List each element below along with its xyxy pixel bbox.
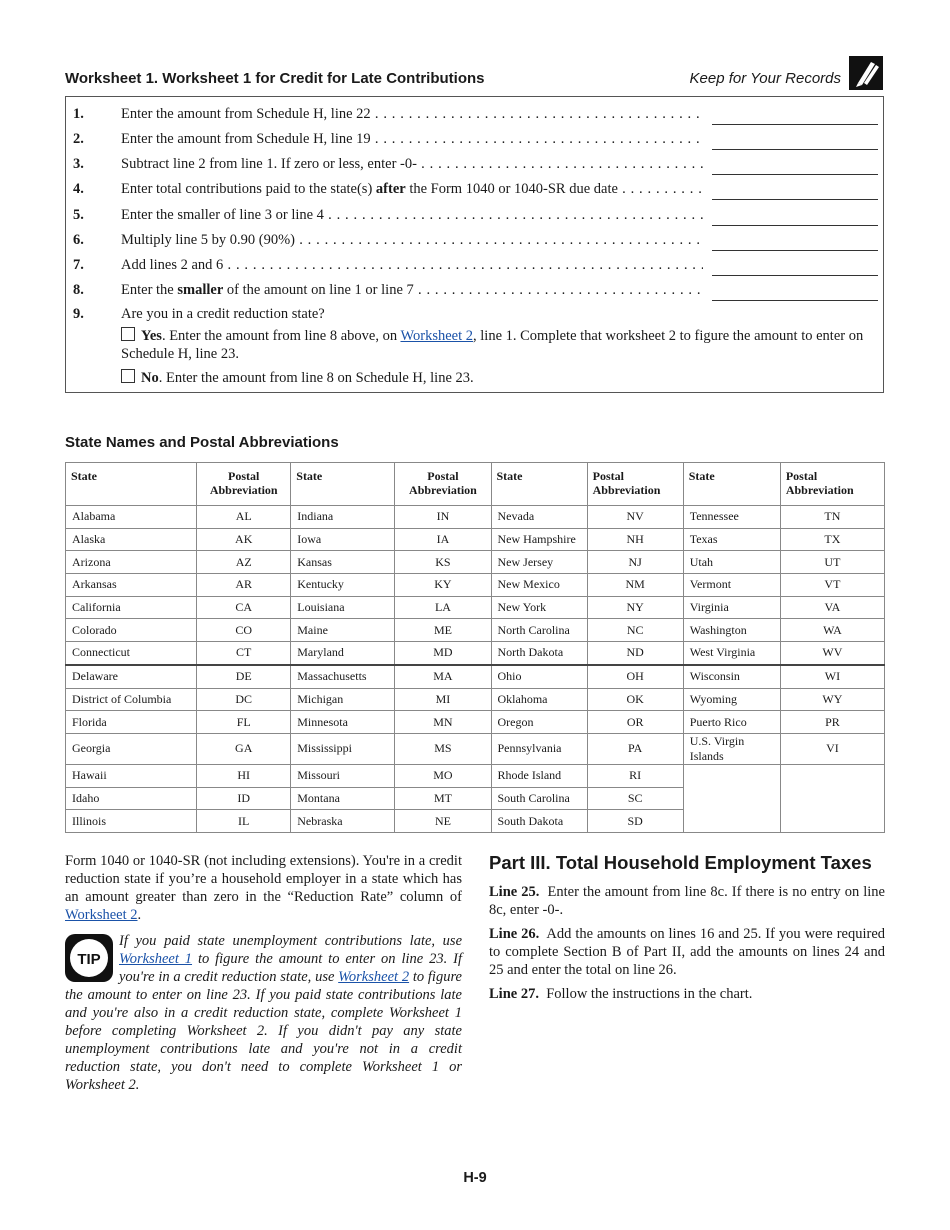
column-header-abbreviation: Postal Abbreviation — [197, 463, 291, 506]
yes-label: Yes — [141, 328, 162, 344]
postal-abbreviation-cell: AZ — [197, 551, 291, 574]
postal-abbreviation-cell: WY — [780, 688, 884, 711]
yes-option — [121, 327, 871, 363]
line-text-bold: after — [375, 181, 406, 197]
state-name-cell: Wisconsin — [683, 665, 780, 688]
state-name-cell: Arizona — [66, 551, 197, 574]
line-number: 9. — [73, 306, 84, 322]
postal-abbreviation-cell: NE — [395, 810, 491, 833]
keep-for-records-label: Keep for Your Records — [689, 70, 841, 87]
state-name-cell: South Carolina — [491, 787, 587, 810]
line-number: 2. — [73, 131, 84, 147]
line-number: 6. — [73, 232, 84, 248]
state-name-cell: Vermont — [683, 574, 780, 597]
line-text-bold: smaller — [177, 282, 224, 298]
state-name-cell: Georgia — [66, 733, 197, 764]
postal-abbreviation-cell: MT — [395, 787, 491, 810]
state-name-cell: Louisiana — [291, 596, 395, 619]
postal-abbreviation-cell: ME — [395, 619, 491, 642]
state-name-cell: California — [66, 596, 197, 619]
state-name-cell: Massachusetts — [291, 665, 395, 688]
state-name-cell: West Virginia — [683, 642, 780, 665]
postal-abbreviation-cell: AR — [197, 574, 291, 597]
state-name-cell: Idaho — [66, 787, 197, 810]
column-header-state: State — [683, 463, 780, 506]
postal-abbreviation-cell: IL — [197, 810, 291, 833]
line-text-part: of the amount on line 1 or line 7 — [223, 282, 414, 298]
no-checkbox[interactable] — [121, 369, 135, 383]
table-row — [66, 528, 885, 551]
tip-text-part: If you paid state unemployment contributions late, use — [119, 933, 462, 949]
worksheet-2-link[interactable]: Worksheet 2 — [400, 328, 474, 344]
postal-abbreviation-cell: AK — [197, 528, 291, 551]
state-name-cell: Oklahoma — [491, 688, 587, 711]
column-header-state: State — [66, 463, 197, 506]
table-row — [66, 642, 885, 665]
empty-cell — [780, 764, 884, 832]
postal-abbreviation-cell: NV — [587, 506, 683, 529]
right-column — [489, 852, 885, 1009]
postal-abbreviation-cell: VI — [780, 733, 884, 764]
worksheet-2-link[interactable]: Worksheet 2 — [338, 969, 410, 985]
worksheet-line-3 — [66, 150, 883, 175]
state-name-cell: Minnesota — [291, 711, 395, 734]
credit-reduction-paragraph — [65, 852, 462, 924]
worksheet-line-2 — [66, 125, 883, 150]
line-26-instruction — [489, 925, 885, 979]
line-number: 5. — [73, 207, 84, 223]
line-text: Enter the amount from Schedule H, line 22 . . . — [121, 106, 703, 123]
postal-abbreviation-cell: IN — [395, 506, 491, 529]
postal-abbreviation-cell: OK — [587, 688, 683, 711]
state-name-cell: New Mexico — [491, 574, 587, 597]
instruction-text: Add the amounts on lines 16 and 25. If you were required to complete Section B of Part II, add the amounts on lines 24 and 25 and enter the total on line 26. — [489, 926, 886, 978]
table-row — [66, 551, 885, 574]
state-name-cell: Virginia — [683, 596, 780, 619]
part-3-title: Part III. Total Household Employment Taxes — [489, 852, 872, 873]
state-name-cell: Nevada — [491, 506, 587, 529]
table-header-row — [66, 463, 885, 506]
table-row — [66, 574, 885, 597]
state-name-cell: Alabama — [66, 506, 197, 529]
postal-abbreviation-cell: SC — [587, 787, 683, 810]
postal-abbreviation-cell: WI — [780, 665, 884, 688]
state-name-cell: Florida — [66, 711, 197, 734]
table-row — [66, 665, 885, 688]
line-number: 4. — [73, 181, 84, 197]
postal-abbreviation-cell: VA — [780, 596, 884, 619]
postal-abbreviation-cell: RI — [587, 764, 683, 787]
postal-abbreviation-cell: MS — [395, 733, 491, 764]
state-name-cell: U.S. Virgin Islands — [683, 733, 780, 764]
state-name-cell: Illinois — [66, 810, 197, 833]
state-name-cell: Nebraska — [291, 810, 395, 833]
worksheet-line-4 — [66, 175, 883, 200]
postal-abbreviation-cell: TX — [780, 528, 884, 551]
line-27-instruction — [489, 985, 885, 1003]
state-name-cell: Maryland — [291, 642, 395, 665]
paragraph-text: . — [137, 907, 142, 923]
yes-text: , line 1. Complete that worksheet 2 to figure the amount to enter on Schedule H, line 23. — [121, 328, 864, 362]
postal-abbreviation-cell: OH — [587, 665, 683, 688]
state-name-cell: Kentucky — [291, 574, 395, 597]
state-name-cell: Delaware — [66, 665, 197, 688]
worksheet-line-8 — [66, 276, 883, 301]
line-number: 8. — [73, 282, 84, 298]
postal-abbreviation-cell: NH — [587, 528, 683, 551]
instruction-text: Follow the instructions in the chart. — [546, 986, 753, 1002]
line-number: 7. — [73, 257, 84, 273]
no-label: No — [141, 370, 159, 386]
instruction-label: Line 27. — [489, 986, 539, 1002]
postal-abbreviation-cell: WV — [780, 642, 884, 665]
state-name-cell: Alaska — [66, 528, 197, 551]
postal-abbreviation-cell: PR — [780, 711, 884, 734]
state-name-cell: Arkansas — [66, 574, 197, 597]
state-name-cell: Connecticut — [66, 642, 197, 665]
worksheet-line-7 — [66, 251, 883, 276]
state-name-cell: Tennessee — [683, 506, 780, 529]
postal-abbreviation-cell: KS — [395, 551, 491, 574]
line-25-instruction — [489, 883, 885, 919]
state-name-cell: District of Columbia — [66, 688, 197, 711]
table-row — [66, 688, 885, 711]
table-row — [66, 711, 885, 734]
state-name-cell: Indiana — [291, 506, 395, 529]
table-row — [66, 619, 885, 642]
worksheet-header — [65, 56, 885, 92]
postal-abbreviation-cell: MA — [395, 665, 491, 688]
state-name-cell: Wyoming — [683, 688, 780, 711]
paragraph-text: Form 1040 or 1040-SR (not including extensions). You're in a credit reduction state if you’re a household employer in a state which has an amount greater than zero in the “Reduction Rate” column of — [65, 853, 462, 905]
no-text: . Enter the amount from line 8 on Schedule H, line 23. — [158, 370, 474, 386]
column-header-state: State — [291, 463, 395, 506]
postal-abbreviation-cell: CO — [197, 619, 291, 642]
postal-abbreviation-cell: MO — [395, 764, 491, 787]
tip-text — [65, 932, 462, 1094]
state-name-cell: Kansas — [291, 551, 395, 574]
postal-abbreviation-cell: FL — [197, 711, 291, 734]
tip-text-part: to figure the amount to enter on line 23. If you're in a credit reduction state, use — [119, 951, 462, 985]
state-name-cell: Mississippi — [291, 733, 395, 764]
line-text: Enter the smaller of line 3 or line 4 . . . — [121, 207, 703, 224]
empty-cell — [683, 764, 780, 832]
worksheet-box — [65, 96, 884, 393]
state-name-cell: Rhode Island — [491, 764, 587, 787]
state-name-cell: Colorado — [66, 619, 197, 642]
line-text — [121, 282, 703, 299]
line-text — [121, 181, 703, 198]
state-name-cell: New Hampshire — [491, 528, 587, 551]
table-row — [66, 596, 885, 619]
line-8-entry[interactable] — [712, 300, 878, 301]
page-number: H-9 — [463, 1170, 487, 1186]
state-name-cell: North Carolina — [491, 619, 587, 642]
column-header-abbreviation: Postal Abbreviation — [395, 463, 491, 506]
postal-abbreviation-cell: DE — [197, 665, 291, 688]
postal-abbreviation-cell: SD — [587, 810, 683, 833]
line-text-part: the Form 1040 or 1040-SR due date — [405, 181, 618, 197]
column-header-state: State — [491, 463, 587, 506]
state-name-cell: Washington — [683, 619, 780, 642]
tip-icon-label: TIP — [77, 951, 101, 968]
left-column — [65, 852, 462, 1094]
instruction-label: Line 26. — [489, 926, 540, 942]
table-row — [66, 733, 885, 764]
line-text-part: Enter total contributions paid to the state(s) — [121, 181, 376, 197]
worksheet-2-link[interactable]: Worksheet 2 — [65, 907, 138, 923]
state-name-cell: Iowa — [291, 528, 395, 551]
line-text: Enter the amount from Schedule H, line 19 . . . — [121, 131, 703, 148]
no-option — [121, 369, 871, 387]
postal-abbreviation-cell: VT — [780, 574, 884, 597]
postal-abbreviation-cell: NM — [587, 574, 683, 597]
state-name-cell: Maine — [291, 619, 395, 642]
yes-checkbox[interactable] — [121, 327, 135, 341]
column-header-abbreviation: Postal Abbreviation — [780, 463, 884, 506]
postal-abbreviation-cell: GA — [197, 733, 291, 764]
state-name-cell: Missouri — [291, 764, 395, 787]
line-number: 1. — [73, 106, 84, 122]
yes-text: . Enter the amount from line 8 above, on — [161, 328, 401, 344]
column-header-abbreviation: Postal Abbreviation — [587, 463, 683, 506]
tip-icon — [65, 934, 113, 982]
postal-abbreviation-cell: MI — [395, 688, 491, 711]
state-abbreviations-table — [65, 462, 885, 833]
postal-abbreviation-cell: PA — [587, 733, 683, 764]
postal-abbreviation-cell: AL — [197, 506, 291, 529]
tip-text-part: to figure the amount to enter on line 23. If you paid state contributions late and you're also in a credit reduction state, complete Worksheet 1 before completing Worksheet 2. If you didn't pay any state unemployment contributions late and you're not in a credit reduction state, you don't need to complete Worksheet 1 or Worksheet 2. — [65, 969, 462, 1093]
state-name-cell: Montana — [291, 787, 395, 810]
line-text: Subtract line 2 from line 1. If zero or less, enter -0- . . . — [121, 156, 703, 173]
postal-abbreviation-cell: HI — [197, 764, 291, 787]
state-name-cell: New York — [491, 596, 587, 619]
worksheet-line-6 — [66, 226, 883, 251]
postal-abbreviation-cell: WA — [780, 619, 884, 642]
postal-abbreviation-cell: TN — [780, 506, 884, 529]
table-row — [66, 506, 885, 529]
postal-abbreviation-cell: CT — [197, 642, 291, 665]
postal-abbreviation-cell: NY — [587, 596, 683, 619]
state-name-cell: Hawaii — [66, 764, 197, 787]
line-number: 3. — [73, 156, 84, 172]
postal-abbreviation-cell: MD — [395, 642, 491, 665]
worksheet-title: Worksheet 1. Worksheet 1 for Credit for Late Contributions — [65, 70, 485, 87]
table-row — [66, 764, 885, 787]
postal-abbreviation-cell: CA — [197, 596, 291, 619]
postal-abbreviation-cell: NJ — [587, 551, 683, 574]
state-table-heading: State Names and Postal Abbreviations — [65, 434, 339, 451]
postal-abbreviation-cell: MN — [395, 711, 491, 734]
state-name-cell: Texas — [683, 528, 780, 551]
state-name-cell: New Jersey — [491, 551, 587, 574]
state-name-cell: Pennsylvania — [491, 733, 587, 764]
postal-abbreviation-cell: UT — [780, 551, 884, 574]
postal-abbreviation-cell: KY — [395, 574, 491, 597]
state-name-cell: Michigan — [291, 688, 395, 711]
line-text: Add lines 2 and 6 . . . — [121, 257, 703, 274]
postal-abbreviation-cell: OR — [587, 711, 683, 734]
state-name-cell: Utah — [683, 551, 780, 574]
postal-abbreviation-cell: IA — [395, 528, 491, 551]
state-name-cell: Oregon — [491, 711, 587, 734]
postal-abbreviation-cell: LA — [395, 596, 491, 619]
instruction-label: Line 25. — [489, 884, 540, 900]
tip-box — [65, 932, 462, 1094]
state-name-cell: Puerto Rico — [683, 711, 780, 734]
state-name-cell: Ohio — [491, 665, 587, 688]
worksheet-line-1 — [66, 100, 883, 125]
postal-abbreviation-cell: DC — [197, 688, 291, 711]
line-text: Multiply line 5 by 0.90 (90%) . . . — [121, 232, 703, 249]
line-text-part: Enter the — [121, 282, 178, 298]
postal-abbreviation-cell: ND — [587, 642, 683, 665]
state-name-cell: South Dakota — [491, 810, 587, 833]
instruction-text: Enter the amount from line 8c. If there is no entry on line 8c, enter -0-. — [489, 884, 885, 918]
state-name-cell: North Dakota — [491, 642, 587, 665]
worksheet-line-5 — [66, 201, 883, 226]
credit-reduction-question: Are you in a credit reduction state? — [121, 306, 325, 322]
postal-abbreviation-cell: ID — [197, 787, 291, 810]
line-4-entry[interactable] — [712, 199, 878, 200]
pencil-icon — [849, 56, 883, 90]
postal-abbreviation-cell: NC — [587, 619, 683, 642]
worksheet-1-link[interactable]: Worksheet 1 — [119, 951, 193, 967]
